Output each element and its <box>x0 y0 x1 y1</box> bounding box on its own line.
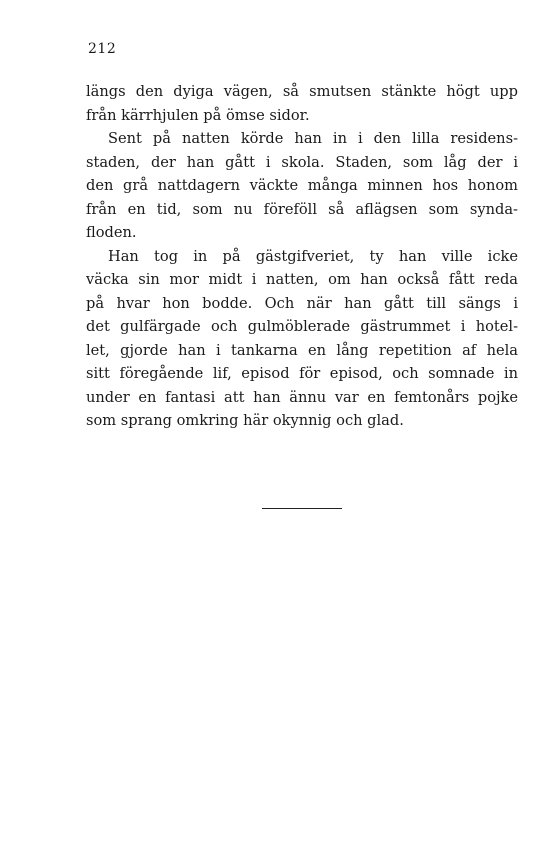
paragraph-3 <box>86 245 518 433</box>
text-line: den grå nattdagern väckte många minnen hos honom <box>86 177 518 194</box>
text-line: floden. <box>86 224 137 241</box>
text-line: från kärrhjulen på ömse sidor. <box>86 106 310 124</box>
text-line: väcka sin mor midt i natten, om han också fått reda <box>86 271 518 288</box>
page-number: 212 <box>88 41 117 57</box>
body-text <box>86 80 518 433</box>
text-line: som sprang omkring här okynnig och glad. <box>86 412 404 429</box>
text-line: sitt föregående lif, episod för episod, och somnade in <box>86 365 518 382</box>
section-end-rule <box>262 508 342 509</box>
text-line: under en fantasi att han ännu var en femtonårs pojke <box>86 388 518 406</box>
paragraph-2 <box>86 127 518 245</box>
text-line: let, gjorde han i tankarna en lång repetition af hela <box>86 341 518 359</box>
text-line: från en tid, som nu föreföll så aflägsen som synda- <box>86 200 518 218</box>
text-line: Han tog in på gästgifveriet, ty han ville icke <box>108 247 518 265</box>
text-line: Sent på natten körde han in i den lilla residens- <box>108 130 518 147</box>
text-line: på hvar hon bodde. Och när han gått till sängs i <box>86 294 518 312</box>
text-line: längs den dyiga vägen, så smutsen stänkte högt upp <box>86 83 518 100</box>
paragraph-1 <box>86 80 518 127</box>
text-line: staden, der han gått i skola. Staden, som låg der i <box>86 153 518 171</box>
text-line: det gulfärgade och gulmöblerade gästrummet i hotel- <box>86 318 518 335</box>
